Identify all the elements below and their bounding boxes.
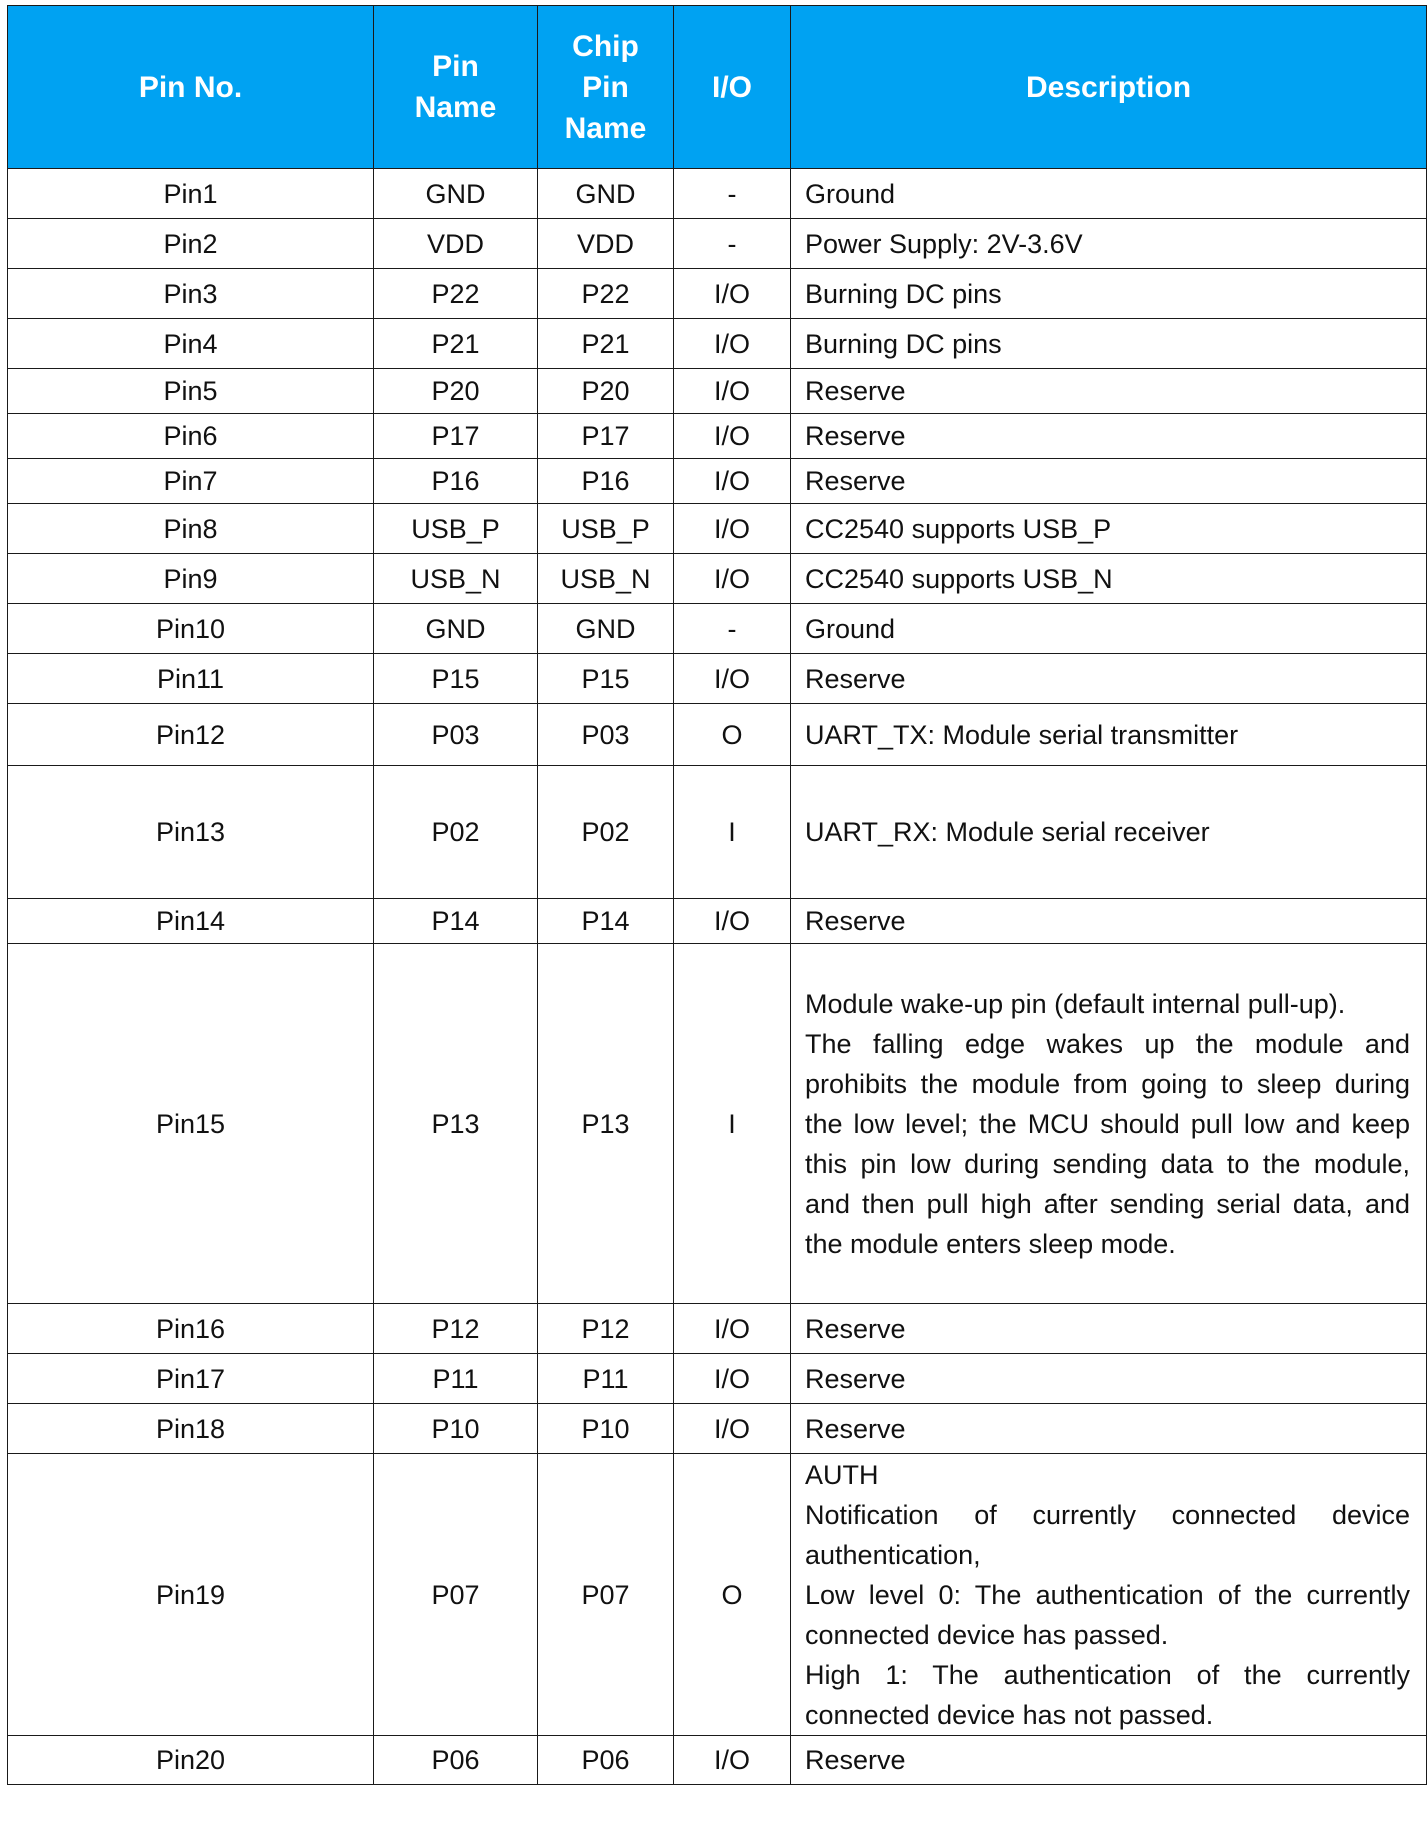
- header-chip-pin-name: Chip Pin Name: [538, 6, 674, 169]
- cell-pin-no: Pin17: [8, 1354, 374, 1404]
- table-row: [8, 604, 1427, 654]
- cell-pin-name: P12: [374, 1304, 538, 1354]
- cell-io: -: [674, 169, 791, 219]
- cell-chip-pin-name: P17: [538, 414, 674, 459]
- cell-pin-name: P17: [374, 414, 538, 459]
- description-line: Reserve: [805, 906, 906, 936]
- cell-chip-pin-name: P12: [538, 1304, 674, 1354]
- cell-chip-pin-name: P10: [538, 1404, 674, 1454]
- cell-pin-no: Pin1: [8, 169, 374, 219]
- cell-io: I/O: [674, 319, 791, 369]
- cell-chip-pin-name: P11: [538, 1354, 674, 1404]
- cell-pin-no: Pin8: [8, 504, 374, 554]
- cell-pin-no: Pin19: [8, 1454, 374, 1736]
- cell-description: [791, 766, 1427, 899]
- cell-pin-name: P06: [374, 1736, 538, 1785]
- table-row: [8, 1354, 1427, 1404]
- cell-description: [791, 554, 1427, 604]
- cell-pin-name: P07: [374, 1454, 538, 1736]
- cell-io: O: [674, 1454, 791, 1736]
- cell-pin-name: USB_P: [374, 504, 538, 554]
- cell-pin-no: Pin4: [8, 319, 374, 369]
- cell-pin-no: Pin2: [8, 219, 374, 269]
- cell-description: [791, 219, 1427, 269]
- cell-io: I/O: [674, 459, 791, 504]
- cell-pin-name: P10: [374, 1404, 538, 1454]
- cell-chip-pin-name: P20: [538, 369, 674, 414]
- cell-description: [791, 944, 1427, 1304]
- description-line: Burning DC pins: [805, 278, 1002, 309]
- description-line: AUTH: [805, 1459, 879, 1490]
- table-row: [8, 269, 1427, 319]
- cell-description: [791, 654, 1427, 704]
- table-row: [8, 899, 1427, 944]
- cell-pin-no: Pin10: [8, 604, 374, 654]
- table-row: [8, 704, 1427, 766]
- cell-pin-name: P15: [374, 654, 538, 704]
- cell-chip-pin-name: USB_N: [538, 554, 674, 604]
- cell-chip-pin-name: P15: [538, 654, 674, 704]
- cell-pin-no: Pin20: [8, 1736, 374, 1785]
- cell-io: I/O: [674, 554, 791, 604]
- cell-chip-pin-name: P13: [538, 944, 674, 1304]
- description-line: Reserve: [805, 1413, 906, 1444]
- description-line: CC2540 supports USB_P: [805, 513, 1112, 544]
- description-line: High 1: The authentication of the currently connected device has not passed.: [805, 1659, 1410, 1730]
- cell-chip-pin-name: VDD: [538, 219, 674, 269]
- cell-io: O: [674, 704, 791, 766]
- cell-description: [791, 1404, 1427, 1454]
- cell-pin-no: Pin7: [8, 459, 374, 504]
- table-row: [8, 1304, 1427, 1354]
- cell-io: I/O: [674, 1404, 791, 1454]
- cell-chip-pin-name: P07: [538, 1454, 674, 1736]
- cell-pin-no: Pin6: [8, 414, 374, 459]
- cell-io: I: [674, 766, 791, 899]
- cell-pin-no: Pin5: [8, 369, 374, 414]
- description-line: Burning DC pins: [805, 328, 1002, 359]
- table-row: [8, 944, 1427, 1304]
- cell-io: I/O: [674, 1354, 791, 1404]
- cell-description: [791, 1454, 1427, 1736]
- description-line: UART_TX: Module serial transmitter: [805, 719, 1239, 750]
- cell-description: [791, 704, 1427, 766]
- cell-description: [791, 1304, 1427, 1354]
- description-line: The falling edge wakes up the module and prohibits the module from going to sleep during the low level; the MCU should pull low and keep this pin low during sending data to the module, and then pull high after sending serial data, and the module enters sleep mode.: [805, 1028, 1410, 1259]
- cell-pin-name: P14: [374, 899, 538, 944]
- cell-io: I/O: [674, 504, 791, 554]
- cell-chip-pin-name: P21: [538, 319, 674, 369]
- cell-description: [791, 269, 1427, 319]
- description-line: Reserve: [805, 1363, 906, 1394]
- cell-pin-no: Pin15: [8, 944, 374, 1304]
- cell-chip-pin-name: GND: [538, 604, 674, 654]
- cell-io: I/O: [674, 269, 791, 319]
- table-row: [8, 219, 1427, 269]
- table-row: [8, 169, 1427, 219]
- cell-io: -: [674, 219, 791, 269]
- cell-chip-pin-name: P22: [538, 269, 674, 319]
- cell-io: I/O: [674, 1304, 791, 1354]
- cell-description: [791, 604, 1427, 654]
- cell-io: I/O: [674, 1736, 791, 1785]
- description-line: Reserve: [805, 421, 906, 451]
- cell-chip-pin-name: GND: [538, 169, 674, 219]
- table-row: [8, 1736, 1427, 1785]
- table-row: [8, 319, 1427, 369]
- description-line: Power Supply: 2V-3.6V: [805, 228, 1083, 259]
- cell-io: I/O: [674, 899, 791, 944]
- header-io: I/O: [674, 6, 791, 169]
- cell-pin-name: P21: [374, 319, 538, 369]
- cell-description: [791, 1354, 1427, 1404]
- table-row: [8, 554, 1427, 604]
- table-row: [8, 369, 1427, 414]
- description-line: Ground: [805, 178, 896, 209]
- cell-io: I/O: [674, 654, 791, 704]
- cell-pin-no: Pin14: [8, 899, 374, 944]
- cell-pin-name: USB_N: [374, 554, 538, 604]
- description-line: Reserve: [805, 376, 906, 406]
- cell-chip-pin-name: USB_P: [538, 504, 674, 554]
- cell-description: [791, 459, 1427, 504]
- description-line: Notification of currently connected device authentication,: [805, 1499, 1410, 1570]
- cell-pin-no: Pin16: [8, 1304, 374, 1354]
- description-line: Module wake-up pin (default internal pull-up).: [805, 988, 1346, 1019]
- table-row: [8, 504, 1427, 554]
- table-body: [8, 169, 1427, 1785]
- cell-chip-pin-name: P06: [538, 1736, 674, 1785]
- description-line: CC2540 supports USB_N: [805, 563, 1113, 594]
- table-header-row: [8, 6, 1427, 169]
- table-row: [8, 1404, 1427, 1454]
- cell-io: -: [674, 604, 791, 654]
- cell-description: [791, 1736, 1427, 1785]
- header-description: Description: [791, 6, 1427, 169]
- cell-pin-no: Pin9: [8, 554, 374, 604]
- cell-pin-name: VDD: [374, 219, 538, 269]
- cell-chip-pin-name: P16: [538, 459, 674, 504]
- cell-pin-name: GND: [374, 169, 538, 219]
- table-row: [8, 459, 1427, 504]
- cell-chip-pin-name: P02: [538, 766, 674, 899]
- table-row: [8, 1454, 1427, 1736]
- cell-pin-no: Pin13: [8, 766, 374, 899]
- cell-pin-name: GND: [374, 604, 538, 654]
- cell-pin-name: P02: [374, 766, 538, 899]
- cell-pin-name: P13: [374, 944, 538, 1304]
- description-line: Reserve: [805, 466, 906, 496]
- table-row: [8, 654, 1427, 704]
- cell-pin-name: P20: [374, 369, 538, 414]
- cell-description: [791, 319, 1427, 369]
- cell-io: I: [674, 944, 791, 1304]
- table-row: [8, 414, 1427, 459]
- cell-description: [791, 369, 1427, 414]
- pin-definition-table: [7, 5, 1427, 1785]
- description-line: Low level 0: The authentication of the currently connected device has passed.: [805, 1579, 1410, 1650]
- cell-chip-pin-name: P03: [538, 704, 674, 766]
- table-row: [8, 766, 1427, 899]
- cell-pin-name: P11: [374, 1354, 538, 1404]
- cell-pin-name: P03: [374, 704, 538, 766]
- description-line: Reserve: [805, 1745, 906, 1775]
- description-line: Ground: [805, 613, 896, 644]
- header-pin-no: Pin No.: [8, 6, 374, 169]
- cell-description: [791, 899, 1427, 944]
- cell-description: [791, 414, 1427, 459]
- cell-pin-name: P16: [374, 459, 538, 504]
- description-line: Reserve: [805, 663, 906, 694]
- cell-io: I/O: [674, 369, 791, 414]
- header-pin-name: Pin Name: [374, 6, 538, 169]
- cell-description: [791, 169, 1427, 219]
- cell-pin-no: Pin11: [8, 654, 374, 704]
- cell-pin-no: Pin12: [8, 704, 374, 766]
- cell-chip-pin-name: P14: [538, 899, 674, 944]
- cell-pin-name: P22: [374, 269, 538, 319]
- description-line: Reserve: [805, 1313, 906, 1344]
- cell-description: [791, 504, 1427, 554]
- cell-pin-no: Pin3: [8, 269, 374, 319]
- cell-io: I/O: [674, 414, 791, 459]
- cell-pin-no: Pin18: [8, 1404, 374, 1454]
- description-line: UART_RX: Module serial receiver: [805, 817, 1210, 847]
